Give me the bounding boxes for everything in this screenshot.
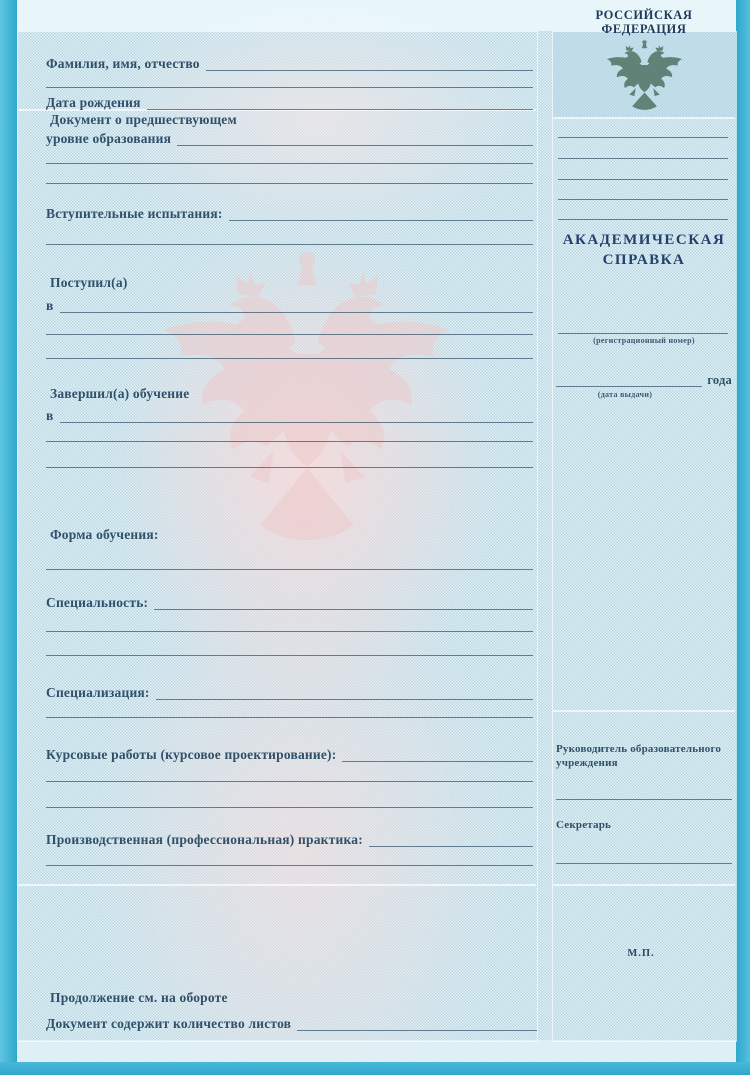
coursework-line [342, 746, 533, 762]
full-name-label: Фамилия, имя, отчество [46, 56, 200, 71]
registration-number-line [558, 333, 728, 334]
entrance-exams-field [46, 205, 533, 223]
completed-in-label: в [46, 408, 54, 423]
prev-education-line-3 [46, 183, 533, 184]
registration-number-caption: (регистрационный номер) [593, 336, 695, 345]
coursework-line-2 [46, 781, 533, 782]
right-frame-separator [553, 884, 735, 886]
sheet-count-field [46, 1015, 537, 1033]
prev-education-label-line1: Документ о предшествующем [50, 112, 237, 127]
coursework-label: Курсовые работы (курсовое проектирование): [46, 747, 337, 762]
practice-label: Производственная (профессиональная) практика: [46, 832, 363, 847]
specialty-line [154, 594, 533, 610]
coursework-line-3 [46, 807, 533, 808]
specialty-line-3 [46, 655, 533, 656]
entrance-exams-label: Вступительные испытания: [46, 206, 223, 221]
right-blank-line [558, 158, 728, 159]
practice-line [369, 831, 533, 847]
completed-line-2 [46, 441, 533, 442]
issue-date-field [556, 371, 732, 389]
right-frame-separator [553, 117, 735, 119]
document-title-line2: СПРАВКА [602, 252, 686, 268]
year-suffix: года [707, 373, 732, 387]
birth-date-label: Дата рождения [46, 95, 141, 110]
completed-in-field [46, 407, 533, 425]
left-paper-edge [0, 0, 17, 1075]
specialization-label: Специализация: [46, 685, 150, 700]
specialization-line-2 [46, 717, 533, 718]
entrance-exams-line [229, 205, 533, 221]
right-paper-edge [736, 0, 750, 1075]
document-title-line1: АКАДЕМИЧЕСКАЯ [562, 232, 726, 248]
right-blank-line [558, 219, 728, 220]
secretary-label: Секретарь [556, 819, 612, 831]
enrolled-in-field [46, 297, 533, 315]
enrolled-label: Поступил(а) [50, 275, 128, 290]
practice-field [46, 831, 533, 849]
right-blank-line [558, 179, 728, 180]
enrolled-in-line [60, 297, 534, 313]
entrance-exams-line-2 [46, 244, 533, 245]
bottom-light-band [17, 1040, 736, 1062]
specialty-line-2 [46, 631, 533, 632]
right-frame-separator [553, 710, 735, 712]
prev-education-line-2 [46, 163, 533, 164]
coursework-field [46, 746, 533, 764]
russian-coat-of-arms-icon [601, 40, 688, 116]
head-signature-label-line1: Руководитель образовательного [556, 743, 722, 755]
practice-line-2 [46, 865, 533, 866]
issue-date-caption: (дата выдачи) [597, 390, 653, 399]
seal-place-label: М.П. [627, 948, 655, 959]
head-signature-line [556, 799, 732, 800]
specialty-field [46, 594, 533, 612]
enrolled-in-label: в [46, 298, 54, 313]
birth-date-field [46, 94, 533, 112]
continuation-note: Продолжение см. на обороте [50, 990, 228, 1005]
specialization-field [46, 684, 533, 702]
completed-label: Завершил(а) обучение [50, 386, 190, 401]
country-header [552, 8, 736, 36]
bottom-paper-edge [0, 1062, 750, 1075]
right-column-frame [552, 31, 737, 1042]
prev-education-field [46, 130, 533, 148]
prev-education-line [177, 130, 533, 146]
enrolled-line-2 [46, 334, 533, 335]
document-title [552, 230, 736, 270]
full-name-line [206, 55, 533, 71]
head-signature-label-line2: учреждения [556, 757, 618, 769]
full-name-field [46, 55, 533, 73]
sheet-count-line [297, 1015, 537, 1031]
prev-education-label-line2: уровне образования [46, 131, 172, 146]
right-blank-line [558, 137, 728, 138]
issue-date-line [556, 371, 702, 387]
study-form-label: Форма обучения: [50, 527, 159, 542]
secretary-signature-line [556, 863, 732, 864]
country-header-line2: ФЕДЕРАЦИЯ [601, 22, 687, 36]
enrolled-line-3 [46, 358, 533, 359]
completed-in-line [60, 407, 534, 423]
specialty-label: Специальность: [46, 595, 149, 610]
sheet-count-label: Документ содержит количество листов [46, 1016, 292, 1031]
birth-date-line [147, 94, 533, 110]
specialization-line [156, 684, 533, 700]
completed-line-3 [46, 467, 533, 468]
full-name-line-2 [46, 87, 533, 88]
country-header-line1: РОССИЙСКАЯ [595, 8, 693, 22]
right-blank-line [558, 199, 728, 200]
study-form-line [46, 569, 533, 570]
left-frame-separator [18, 884, 536, 886]
